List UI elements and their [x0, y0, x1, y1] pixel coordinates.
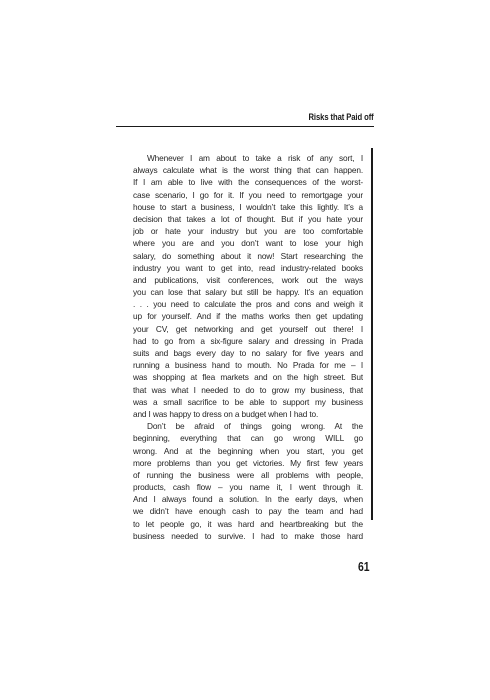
text-line: Whenever I am about to take a risk of any sort, I — [147, 153, 363, 163]
text-line: had to go from a six-figure salary and dressing in Prada — [133, 335, 363, 346]
running-head: Risks that Paid off — [308, 112, 374, 122]
text-line: products, cash flow – you name it, I went through it. — [133, 482, 363, 493]
text-line: that was what I needed to do to grow my business, that — [133, 384, 363, 395]
page-number: 61 — [358, 559, 370, 574]
text-line: industry you want to get into, read industry-related books — [133, 262, 363, 273]
side-rule — [371, 148, 373, 520]
text-line: salary, do something about it now! Start researching the — [133, 250, 363, 261]
text-line: suits and bags every day to no salary for five years and — [133, 348, 363, 358]
text-line: running a business hand to mouth. No Prada for me – I — [133, 360, 363, 371]
text-line: to let people go, it was hard and heartbreaking but the — [133, 518, 363, 529]
text-line: was shopping at flea markets and on the high street. But — [133, 372, 363, 383]
text-line: you can lose that salary but still be happy. It’s an equation — [133, 287, 363, 298]
text-line: of running the business were all problems with people, — [133, 469, 363, 480]
header-rule — [116, 126, 374, 127]
text-line: and publications, visit conferences, work out the ways — [133, 274, 363, 285]
text-line: your CV, get networking and get yourself out there! I — [133, 323, 363, 334]
text-line: decision that takes a lot of thought. But if you hate your — [133, 213, 363, 224]
text-line: Don’t be afraid of things going wrong. At the — [147, 421, 363, 432]
text-line: house to start a business, I wouldn’t take this lightly. It’s a — [133, 201, 363, 212]
text-line: . . . you need to calculate the pros and cons and weigh it — [133, 299, 363, 310]
text-line: more problems than you get victories. My first few years — [133, 457, 363, 468]
text-line: and I was happy to dress on a budget when I had to. — [133, 408, 319, 419]
text-line: If I am able to live with the consequences of the worst- — [133, 177, 363, 188]
text-line: we didn’t have enough cash to pay the team and had — [133, 506, 363, 517]
text-line: business needed to survive. I had to make those hard — [133, 530, 363, 541]
text-line: And I always found a solution. In the early days, when — [133, 494, 363, 505]
text-line: where you are and you don’t want to lose your high — [133, 238, 363, 249]
text-line: job or hate your industry but you are too comfortable — [133, 226, 363, 237]
text-line: was a small sacrifice to be able to support my business — [133, 396, 363, 407]
text-line: up for yourself. And if the maths works then get updating — [133, 311, 363, 322]
text-line: case scenario, I go for it. If you need to remortgage your — [133, 189, 363, 200]
body-text — [133, 152, 363, 542]
text-line: wrong. And at the beginning when you start, you get — [133, 445, 363, 456]
text-line: always calculate what is the worst thing that can happen. — [133, 165, 363, 176]
text-line: beginning, everything that can go wrong WILL go — [133, 433, 363, 444]
